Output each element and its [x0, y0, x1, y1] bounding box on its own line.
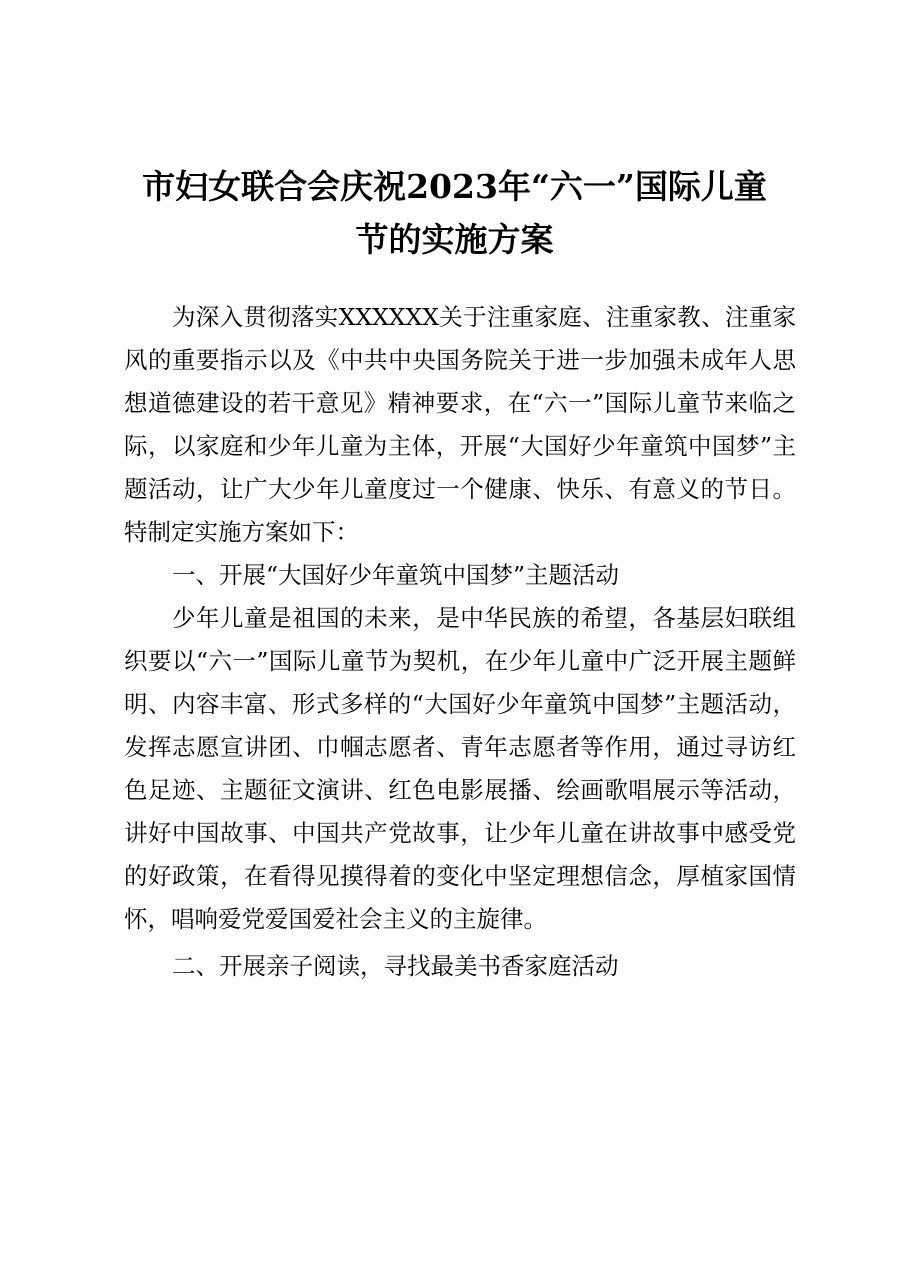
title-line-1: 市妇女联合会庆祝2023年“六一”国际儿童	[142, 167, 767, 206]
section-1-paragraph: 少年儿童是祖国的未来，是中华民族的希望，各基层妇联组织要以“六一”国际儿童节为契机，在少年儿童中广泛开展主题鲜明、内容丰富、形式多样的“大国好少年童筑中国梦”主题活动，发挥志愿宣讲团、巾帼志愿者、青年志愿者等作用，通过寻访红色足迹、主题征文演讲、红色电影展播、绘画歌唱展示等活动，讲好中国故事、中国共产党故事，让少年儿童在讲故事中感受党的好政策，在看得见摸得着的变化中坚定理想信念，厚植家国情怀，唱响爱党爱国爱社会主义的主旋律。	[124, 604, 796, 933]
title-line-2: 节的实施方案	[355, 220, 554, 259]
section-heading-1: 一、开展“大国好少年童筑中国梦”主题活动	[172, 561, 620, 589]
intro-paragraph: 为深入贯彻落实XXXXXX关于注重家庭、注重家教、注重家风的重要指示以及《中共中央国务院关于进一步加强未成年人思想道德建设的若干意见》精神要求，在“六一”国际儿童节来临之际，以家庭和少年儿童为主体，开展“大国好少年童筑中国梦”主题活动，让广大少年儿童度过一个健康、快乐、有意义的节日。特制定实施方案如下：	[124, 303, 796, 546]
document-title	[100, 160, 809, 266]
section-heading-2: 二、开展亲子阅读，寻找最美书香家庭活动	[172, 952, 619, 980]
document-body	[124, 296, 796, 988]
